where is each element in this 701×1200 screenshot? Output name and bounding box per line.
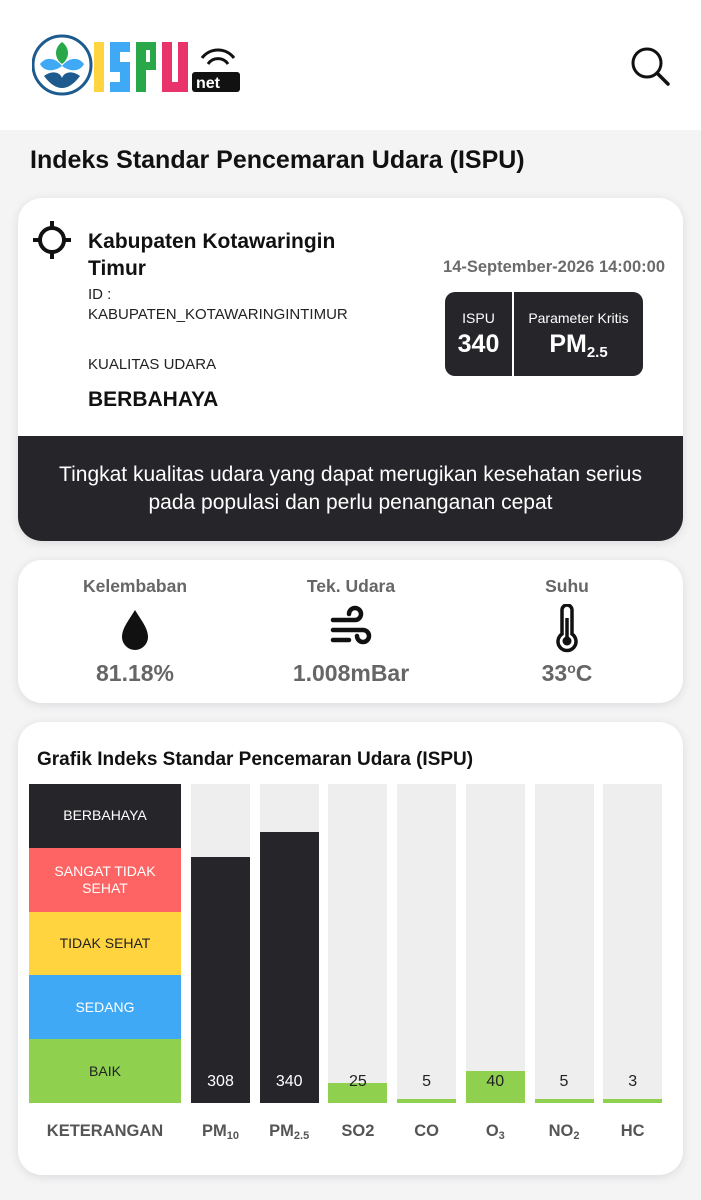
legend-band-sedang: SEDANG xyxy=(29,975,181,1039)
x-axis-label-base: PM xyxy=(269,1122,294,1140)
temperature-value xyxy=(457,660,677,687)
humidity-label: Kelembaban xyxy=(82,576,188,596)
pressure-label: Tek. Udara xyxy=(306,576,396,596)
x-axis-label-sub: 2 xyxy=(573,1130,580,1142)
bar-fill[interactable] xyxy=(260,832,319,1103)
x-axis-label-base: SO2 xyxy=(341,1122,375,1140)
bar-fill[interactable] xyxy=(191,857,250,1103)
critical-parameter-base: PM xyxy=(549,330,587,358)
page-title: Indeks Standar Pencemaran Udara (ISPU) xyxy=(30,146,525,174)
thermometer-icon xyxy=(547,604,587,654)
wind-icon xyxy=(326,604,376,654)
x-axis-label-base: CO xyxy=(414,1122,439,1140)
crosshair-icon xyxy=(32,220,72,260)
bar-fill[interactable] xyxy=(603,1099,662,1103)
bar-value-label: 340 xyxy=(275,1073,303,1090)
ispunet-logo[interactable] xyxy=(32,34,242,96)
temperature-item xyxy=(457,560,677,703)
legend-band-sangat-tidak-sehat: SANGAT TIDAK SEHAT xyxy=(29,848,181,912)
bar-value-label: 308 xyxy=(207,1073,234,1090)
legend-axis-label: KETERANGAN xyxy=(46,1122,164,1140)
legend-band-tidak-sehat: TIDAK SEHAT xyxy=(29,912,181,976)
pressure-value: 1.008mBar xyxy=(292,660,410,686)
chart-legend-column xyxy=(29,784,181,1103)
x-axis-label xyxy=(392,1122,461,1141)
x-axis-label xyxy=(461,1122,530,1142)
x-axis-label-sub: 2.5 xyxy=(293,1130,310,1142)
location-id-label: ID : xyxy=(88,286,112,303)
water-drop-icon xyxy=(115,604,155,654)
search-icon[interactable] xyxy=(628,44,672,88)
x-axis-label-base: PM xyxy=(202,1122,227,1140)
timestamp: 14-September-2026 14:00:00 xyxy=(443,258,665,276)
pressure-item xyxy=(241,560,461,703)
chart-title: Grafik Indeks Standar Pencemaran Udara (ISPU) xyxy=(37,749,474,770)
x-axis-label xyxy=(255,1122,324,1142)
bar-track xyxy=(603,784,662,1103)
air-quality-label: KUALITAS UDARA xyxy=(88,356,217,373)
bar-value-label: 25 xyxy=(348,1073,367,1090)
bar-value-label: 5 xyxy=(422,1073,432,1090)
temperature-unit: C xyxy=(575,660,593,686)
bar-fill[interactable] xyxy=(535,1099,594,1103)
temperature-label: Suhu xyxy=(545,576,589,596)
quality-description: Tingkat kualitas udara yang dapat merugikan kesehatan serius pada populasi dan perlu penanganan cepat xyxy=(18,436,683,541)
critical-parameter-label: Parameter Kritis xyxy=(528,310,629,326)
x-axis-label xyxy=(323,1122,392,1141)
weather-card xyxy=(18,560,683,703)
x-axis-label-sub: 3 xyxy=(498,1130,505,1142)
app-header xyxy=(0,0,701,130)
x-axis-label-base: O xyxy=(485,1122,499,1140)
ispu-chart-card xyxy=(18,722,683,1175)
ispu-summary-box xyxy=(445,292,643,376)
location-card xyxy=(18,198,683,541)
bar-track xyxy=(535,784,594,1103)
x-axis-label-base: NO xyxy=(548,1122,574,1140)
bar-track xyxy=(466,784,525,1103)
bar-value-label: 40 xyxy=(486,1073,505,1090)
critical-parameter-value xyxy=(514,330,643,361)
x-axis-label-base: HC xyxy=(620,1122,645,1140)
bar-fill[interactable] xyxy=(397,1099,456,1103)
temperature-degree: o xyxy=(567,660,576,676)
bar-track xyxy=(328,784,387,1103)
legend-band-baik: BAIK xyxy=(29,1039,181,1103)
humidity-value: 81.18% xyxy=(95,660,174,686)
location-name: Kabupaten Kotawaringin Timur xyxy=(88,230,336,280)
air-quality-value: BERBAHAYA xyxy=(88,388,219,411)
ispu-value: 340 xyxy=(457,330,500,358)
bar-track xyxy=(191,784,250,1103)
temperature-number: 33 xyxy=(541,660,568,686)
x-axis-label xyxy=(598,1122,667,1141)
location-id: KABUPATEN_KOTAWARINGINTIMUR xyxy=(88,306,348,323)
svg-text:net: net xyxy=(196,75,220,92)
bar-value-label: 3 xyxy=(628,1073,638,1090)
ispu-label: ISPU xyxy=(462,310,495,326)
bar-track xyxy=(397,784,456,1103)
critical-parameter-sub: 2.5 xyxy=(586,344,608,361)
x-axis-label xyxy=(530,1122,599,1142)
legend-band-berbahaya: BERBAHAYA xyxy=(29,784,181,848)
x-axis-label-sub: 10 xyxy=(226,1130,239,1142)
humidity-item xyxy=(25,560,245,703)
bar-track xyxy=(260,784,319,1103)
x-axis-label xyxy=(186,1122,255,1142)
bar-value-label: 5 xyxy=(559,1073,569,1090)
